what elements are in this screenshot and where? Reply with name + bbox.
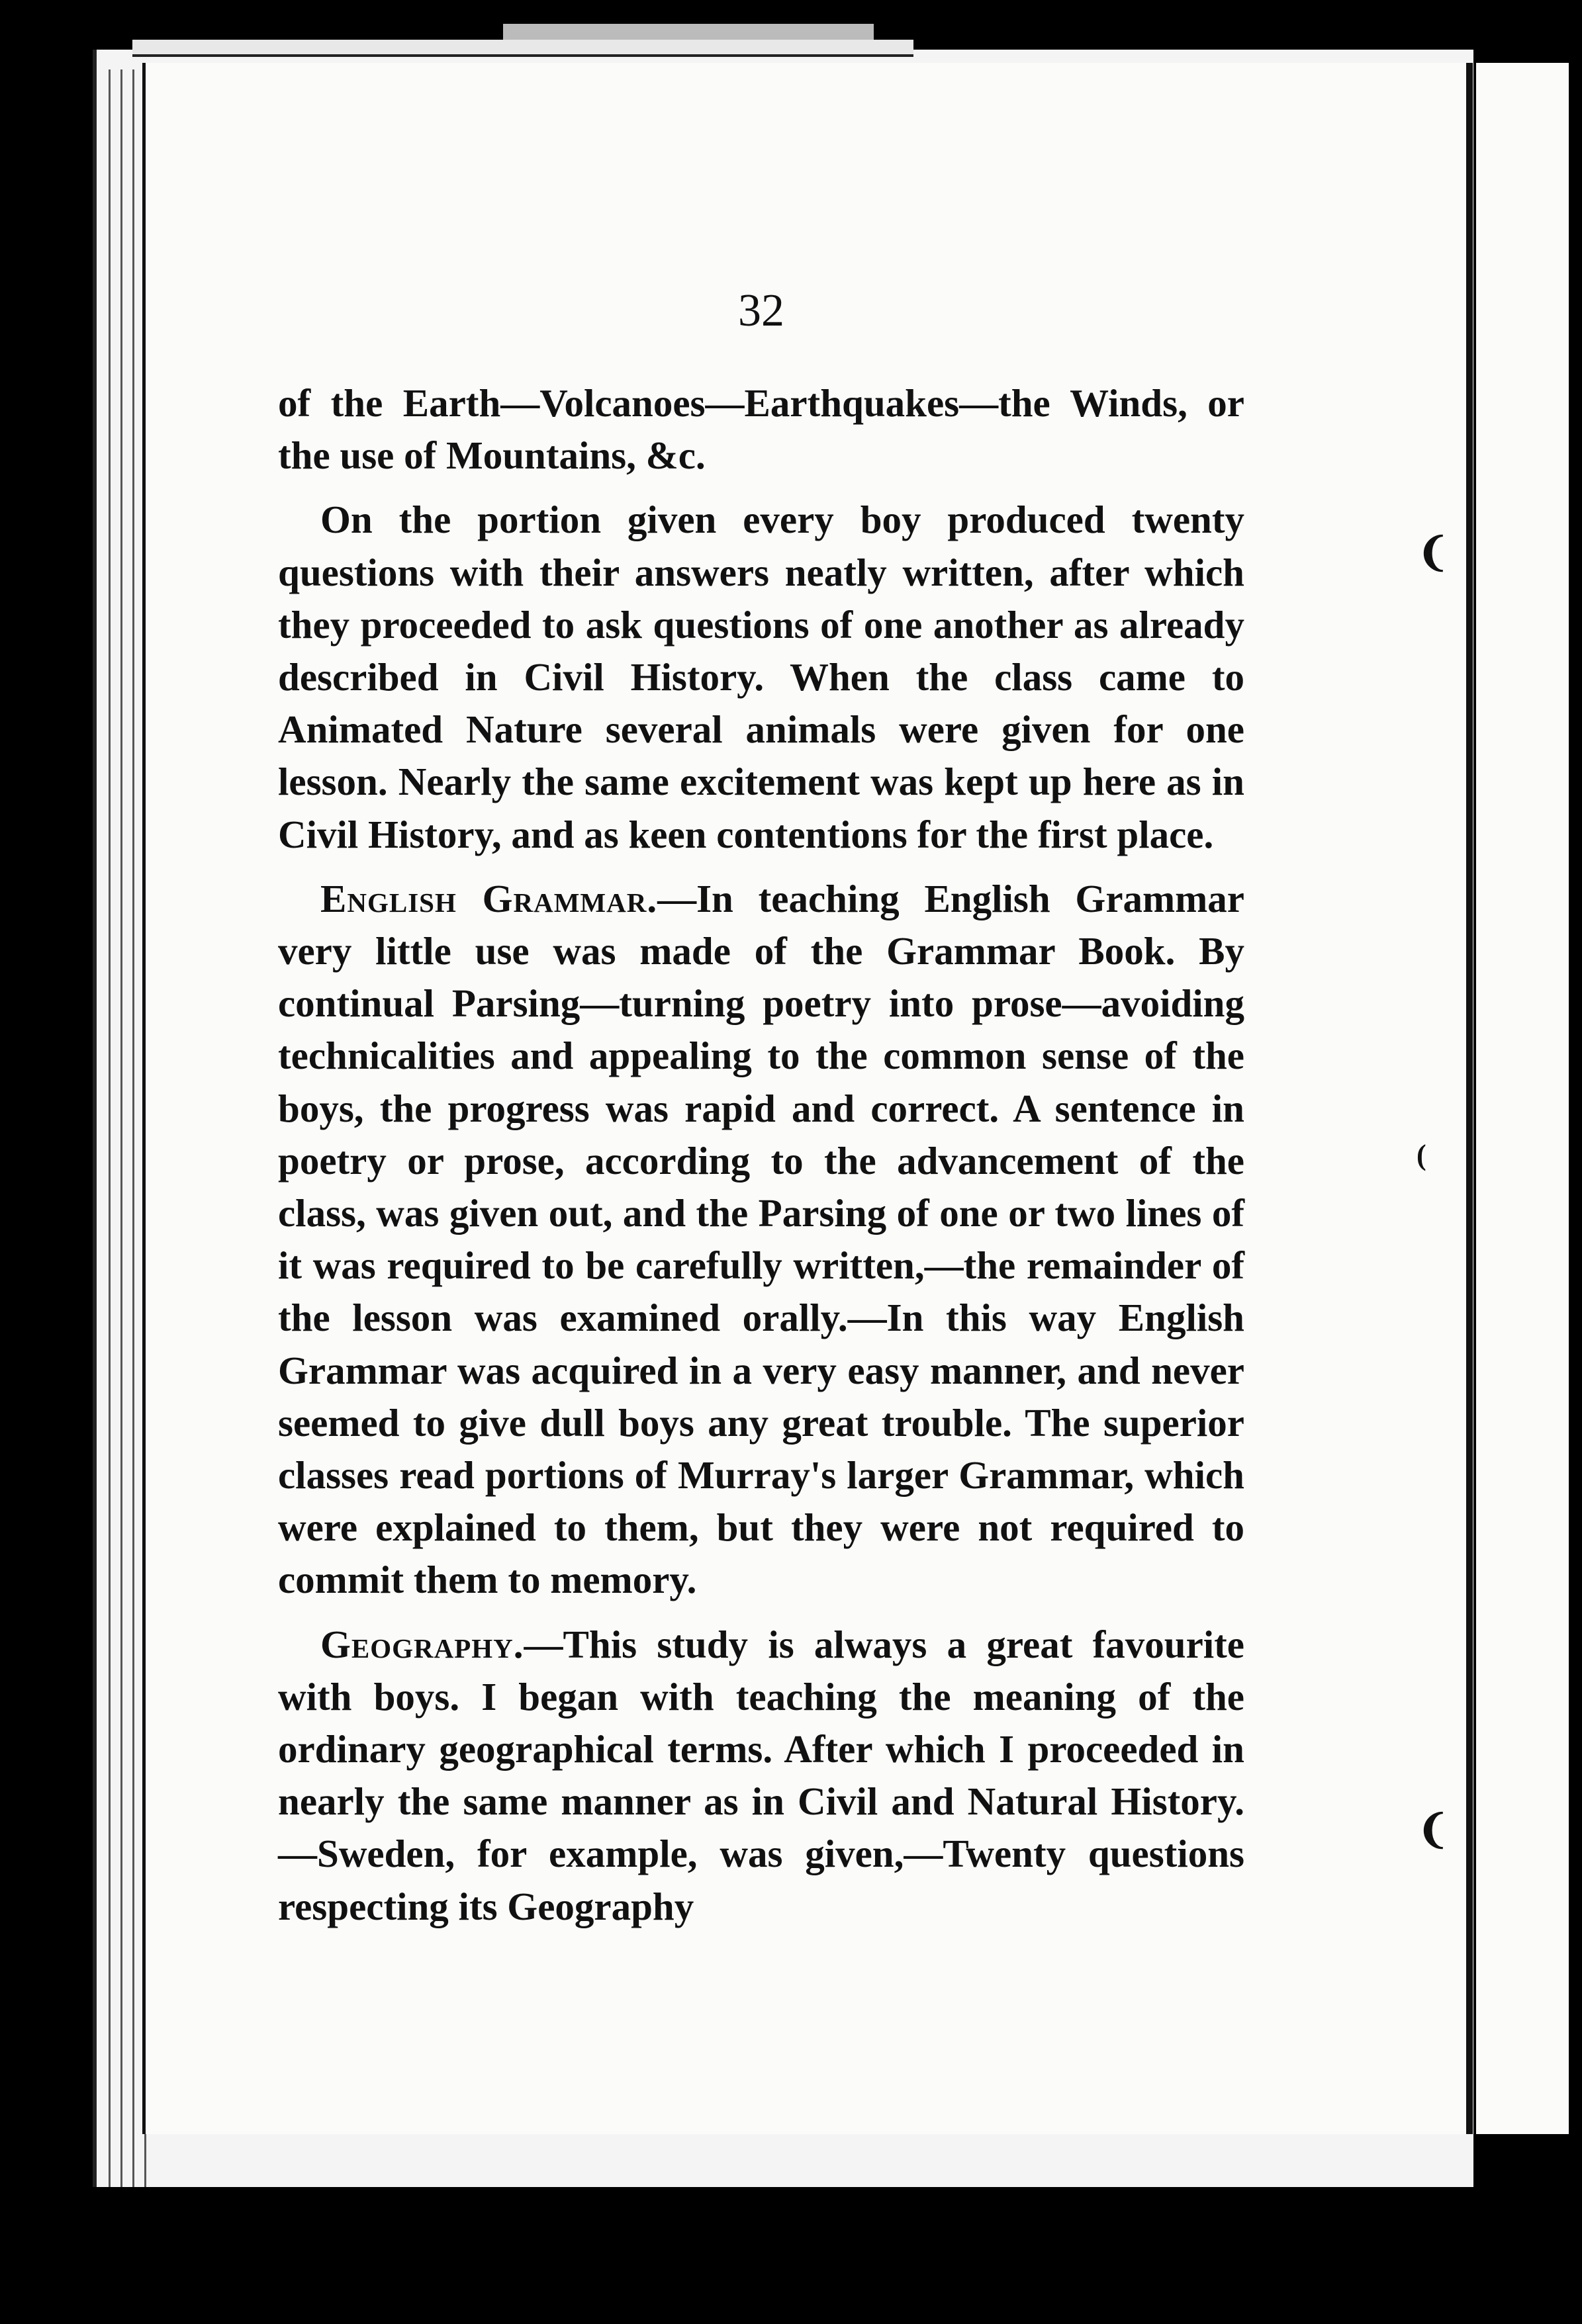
page-edge-line xyxy=(120,69,122,2187)
page-edge-line xyxy=(109,69,111,2187)
top-page-edge xyxy=(132,40,913,57)
section-heading: English Grammar. xyxy=(320,876,658,920)
paragraph-english-grammar xyxy=(278,873,1244,1607)
margin-mark: ( xyxy=(1417,1139,1426,1171)
page-edge-line xyxy=(132,69,134,2187)
paragraph-portion: On the portion given every boy produced twenty questions with their answers neatly written, after which they proceeded to ask questions of one another as already described in Civil History. When the class came to Animated Nature several animals were given for one lesson. Nearly the same excitement was kept up here as in Civil History, and as keen contentions for the first place. xyxy=(278,498,1244,856)
section-heading: Geography. xyxy=(320,1622,524,1666)
margin-mark: ❨ xyxy=(1417,1808,1450,1852)
page-number: 32 xyxy=(738,285,784,336)
paragraph-text: —This study is always a great favourite with boys. I began with teaching the meaning of the ordinary geographical terms. After which I proceeded in nearly the same manner as in Civil and Natural History.—Sweden, for example, was given,—Twenty questions respecting its Geography xyxy=(278,1622,1244,1928)
margin-mark: ❨ xyxy=(1417,531,1450,574)
body-text xyxy=(278,377,1244,1945)
facing-page-edge xyxy=(1476,63,1569,2134)
paragraph-continuation: of the Earth—Volcanoes—Earthquakes—the Winds, or the use of Mountains, &c. xyxy=(278,381,1244,478)
paragraph-text: —In teaching English Grammar very little use was made of the Grammar Book. By continual Parsing—turning poetry into prose—avoiding technicalities and appealing to the common sense of the boys, the progress was rapid and correct. A sentence in poetry or prose, according to the advancement of the class, was given out, and the Parsing of one or two lines of it was required to be carefully written,—the remainder of the lesson was examined orally.—In this way English Grammar was acquired in a very easy manner, and never seemed to give dull boys any great trouble. The superior classes read portions of Murray's larger Grammar, which were explained to them, but they were not required to commit them to memory. xyxy=(278,876,1244,1602)
paragraph-geography xyxy=(278,1619,1244,1933)
